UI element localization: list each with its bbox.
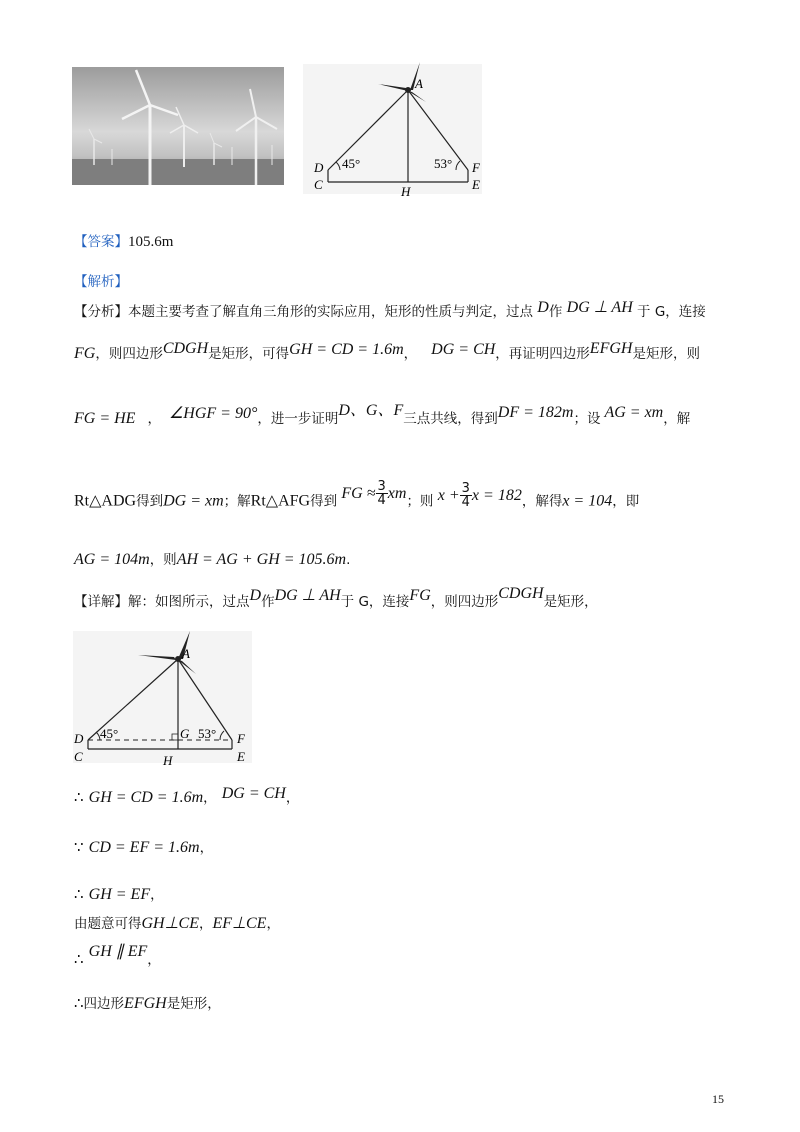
- perp-gh-ce: GH⊥CE: [141, 915, 199, 932]
- because-symbol: ∵: [74, 840, 84, 856]
- analysis-title: 【解析】: [74, 274, 128, 290]
- expr-fg: FG ≈: [341, 484, 376, 502]
- points-dgf: D、G、F: [338, 402, 404, 419]
- detail-text: 于 G，连接: [340, 594, 410, 610]
- comma: ，: [199, 840, 214, 856]
- analysis-text: ；则: [406, 493, 434, 510]
- step-text: 是矩形，: [166, 996, 221, 1012]
- analysis-line-5: [74, 548, 350, 569]
- quad-cdgh: CDGH: [162, 340, 209, 357]
- fig1-label-f: F: [472, 160, 480, 175]
- fraction-denominator: 4: [461, 495, 470, 510]
- detail-label: 【详解】: [74, 594, 128, 610]
- analysis-line-4: [74, 479, 640, 515]
- fraction-denominator: 4: [377, 493, 386, 508]
- perpendicular-expr: DG ⊥ AH: [274, 587, 341, 604]
- fig2-label-a: A: [182, 646, 190, 661]
- analysis-text: ，再证明四边形: [495, 346, 590, 362]
- analysis-text: ，则四边形: [95, 346, 163, 362]
- fraction-3-4: [460, 482, 472, 509]
- answer-value: 105.6m: [128, 234, 174, 250]
- analysis-line-2: [74, 342, 700, 363]
- segment-fg: FG: [74, 345, 96, 362]
- page-number: 15: [712, 1092, 724, 1106]
- detail-word: 作: [261, 594, 275, 610]
- quad-efgh: EFGH: [589, 340, 633, 357]
- analysis-word: 作: [548, 304, 563, 320]
- step-2: [74, 836, 213, 857]
- analysis-text: ，则: [149, 552, 177, 568]
- step-1: [74, 786, 299, 807]
- equation-gh-cd: GH = CD = 1.6m: [88, 789, 204, 806]
- comma: ，: [147, 411, 161, 427]
- equation-dg-ch: DG = CH: [431, 341, 496, 358]
- point-d: D: [537, 299, 549, 316]
- analysis-line-3: [74, 402, 691, 428]
- expr-xm: xm: [387, 484, 407, 502]
- equation-ag-104: AG = 104m: [74, 551, 150, 568]
- analysis-text: ，解: [663, 411, 691, 427]
- analysis-text: 是矩形，可得: [208, 346, 290, 362]
- comma: ，: [199, 916, 213, 932]
- fig2-label-f: F: [237, 731, 245, 746]
- triangle-afg: Rt△AFG: [250, 492, 311, 510]
- step-3: [74, 883, 164, 904]
- analysis-text: 是矩形，则: [632, 346, 700, 362]
- point-d: D: [249, 587, 262, 604]
- step-4: [74, 912, 280, 933]
- quad-cdgh: CDGH: [498, 585, 544, 602]
- detail-text: 解：如图所示，过点: [128, 594, 250, 610]
- analysis-label: 【分析】: [74, 304, 128, 320]
- segment-fg: FG: [409, 587, 431, 604]
- step-text: 由题意可得: [74, 916, 142, 932]
- therefore-symbol: ∴: [74, 952, 84, 968]
- detail-text: 是矩形，: [543, 594, 598, 610]
- analysis-text: ，即: [612, 493, 640, 510]
- therefore-symbol: ∴: [74, 790, 84, 806]
- equation-gh-cd: GH = CD = 1.6m: [289, 341, 404, 358]
- comma: ，: [266, 916, 280, 932]
- step-6: [74, 992, 221, 1013]
- analysis-line-1: [74, 300, 706, 321]
- fraction-numerator: 3: [377, 479, 386, 494]
- fig1-angle-53: 53°: [434, 156, 453, 171]
- period: .: [346, 552, 351, 568]
- fig2-label-h: H: [163, 753, 173, 768]
- analysis-text: 得到: [310, 493, 338, 510]
- analysis-text: ；解: [223, 493, 251, 510]
- analysis-text: 三点共线，得到: [403, 411, 498, 427]
- analysis-text: 本题主要考查了解直角三角形的实际应用，矩形的性质与判定，过点: [128, 304, 533, 320]
- fraction-3-4: [376, 480, 388, 507]
- analysis-text: ；设: [573, 411, 601, 427]
- triangle-diagram-2: [70, 628, 255, 773]
- equation-dg: DG = xm: [163, 492, 224, 510]
- fig2-label-c: C: [74, 749, 83, 764]
- therefore-symbol: ∴: [74, 887, 84, 903]
- perp-ef-ce: EF⊥CE: [212, 915, 267, 932]
- wind-turbine-photo: [72, 67, 284, 185]
- fig2-angle-45: 45°: [100, 726, 119, 741]
- equation-fg-he: FG = HE: [74, 410, 136, 427]
- parallel-gh-ef: GH ∥ EF: [88, 943, 148, 960]
- fig2-label-d: D: [74, 731, 84, 746]
- fig2-angle-53: 53°: [198, 726, 217, 741]
- expr-x: x +: [437, 486, 460, 504]
- equation-cd-ef: CD = EF = 1.6m: [88, 839, 200, 856]
- equation-182: x = 182: [471, 486, 522, 504]
- equation-df: DF = 182m: [497, 404, 574, 421]
- fig1-label-d: D: [314, 160, 324, 175]
- therefore-symbol: ∴: [74, 996, 84, 1012]
- step-5: [74, 940, 161, 968]
- analysis-text: 得到: [136, 493, 164, 510]
- step-text: 四边形: [83, 996, 125, 1012]
- fig1-label-e: E: [472, 177, 480, 192]
- comma: ，: [403, 346, 418, 362]
- fig2-label-g: G: [180, 726, 190, 741]
- fig1-label-a: A: [415, 76, 423, 91]
- analysis-text-tail: 于 G，连接: [637, 304, 706, 320]
- fig2-label-e: E: [237, 749, 245, 764]
- quad-efgh: EFGH: [124, 995, 167, 1012]
- analysis-text: ，解得: [521, 493, 563, 510]
- fig1-label-c: C: [314, 177, 323, 192]
- answer-label: 【答案】: [74, 234, 128, 250]
- comma: ，: [203, 790, 217, 806]
- equation-ag: AG = xm: [604, 404, 664, 421]
- equation-dg-ch: DG = CH: [221, 785, 286, 802]
- comma: ，: [285, 790, 300, 806]
- perpendicular-expr: DG ⊥ AH: [566, 299, 633, 316]
- triangle-diagram-1: [300, 60, 485, 200]
- equation-ah: AH = AG + GH = 105.6m: [176, 551, 347, 568]
- analysis-text: ，进一步证明: [257, 411, 339, 427]
- comma: ，: [150, 887, 164, 903]
- fraction-numerator: 3: [461, 481, 470, 496]
- solution-x: x = 104: [562, 492, 613, 510]
- fig1-label-h: H: [401, 184, 411, 199]
- detail-text: ，则四边形: [430, 594, 499, 610]
- triangle-adg: Rt△ADG: [74, 492, 137, 510]
- detail-line: [74, 585, 598, 611]
- angle-hgf: ∠HGF = 90°: [168, 405, 258, 422]
- comma: ，: [147, 952, 161, 968]
- equation-gh-ef: GH = EF: [88, 886, 151, 903]
- answer-line: [74, 230, 173, 251]
- fig1-angle-45: 45°: [342, 156, 361, 171]
